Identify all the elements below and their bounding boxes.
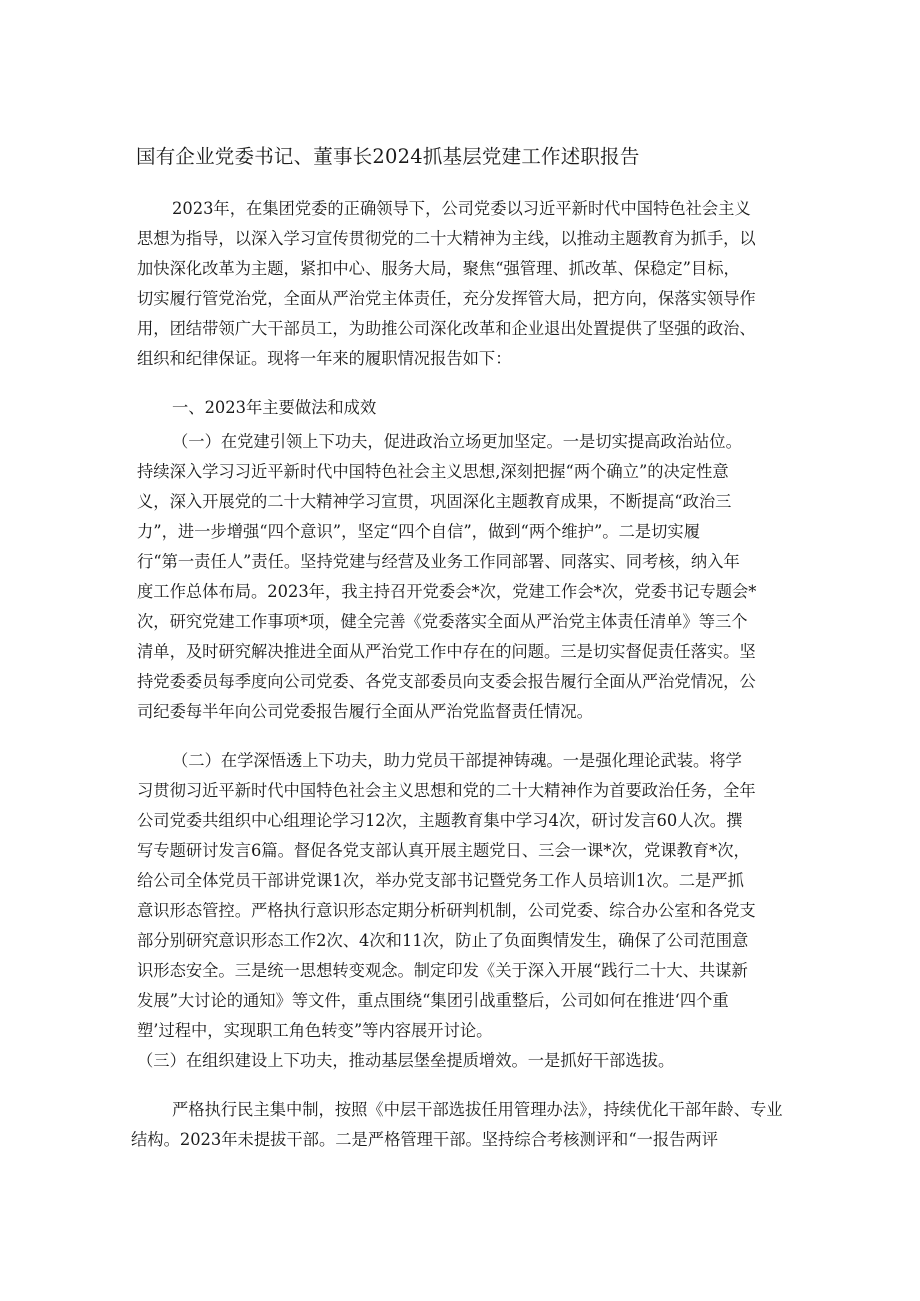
document-title: 国有企业党委书记、董事长2024抓基层党建工作述职报告 [136, 145, 640, 168]
paragraph-line: 写专题研讨发言6篇。督促各党支部认真开展主题党日、三会一课*次，党课教育*次， [137, 841, 750, 860]
paragraph-line: 部分别研究意识形态工作2次、4次和11次，防止了负面舆情发生，确保了公司范围意 [137, 931, 749, 950]
paragraph-line: 严格执行民主集中制，按照《中层干部选拔任用管理办法》，持续优化干部年龄、专业 [172, 1100, 783, 1119]
paragraph-line: 塑’过程中，实现职工角色转变”等内容展开讨论。 [137, 1021, 493, 1040]
paragraph-line: 用，团结带领广大干部员工，为助推公司深化改革和企业退出处置提供了坚强的政治、 [137, 319, 756, 338]
paragraph-line: （三）在组织建设上下功夫，推动基层堡垒提质增效。一是抓好干部选拔。 [137, 1051, 675, 1070]
paragraph-line: 义，深入开展党的二十大精神学习宣贯，巩固深化主题教育成果，不断提高“政治三 [137, 492, 732, 511]
paragraph-line: 清单，及时研究解决推进全面从严治党工作中存在的问题。三是切实督促责任落实。坚 [137, 642, 756, 661]
paragraph-line: 持党委委员每季度向公司党委、各党支部委员向支委会报告履行全面从严治党情况，公 [137, 672, 756, 691]
paragraph-line: 给公司全体党员干部讲党课1次，举办党支部书记暨党务工作人员培训1次。二是严抓 [137, 871, 744, 890]
paragraph-line: （二）在学深悟透上下功夫，助力党员干部提神铸魂。一是强化理论武装。将学 [172, 751, 742, 770]
paragraph-line: 力”，进一步增强“四个意识”，坚定“四个自信”，做到“两个维护”。二是切实履 [137, 522, 700, 541]
paragraph-line: 发展”大讨论的通知》等文件，重点围绕“集团引战重整后，公司如何在推进‘四个重 [137, 991, 729, 1010]
paragraph-line: 公司党委共组织中心组理论学习12次，主题教育集中学习4次，研讨发言60人次。撰 [137, 811, 743, 830]
paragraph-line: 结构。2023年未提拔干部。二是严格管理干部。坚持综合考核测评和“一报告两评 [131, 1130, 719, 1149]
paragraph-line: （一）在党建引领上下功夫，促进政治立场更加坚定。一是切实提高政治站位。 [172, 432, 742, 451]
paragraph-line: 度工作总体布局。2023年，我主持召开党委会*次，党建工作会*次，党委书记专题会* [137, 582, 757, 601]
paragraph-line: 持续深入学习习近平新时代中国特色社会主义思想,深刻把握“两个确立”的决定性意 [137, 462, 729, 481]
paragraph-line: 切实履行管党治党，全面从严治党主体责任，充分发挥管大局，把方向，保落实领导作 [137, 289, 756, 308]
paragraph-line: 组织和纪律保证。现将一年来的履职情况报告如下： [137, 349, 512, 368]
paragraph-line: 2023年，在集团党委的正确领导下，公司党委以习近平新时代中国特色社会主义 [172, 199, 751, 218]
paragraph-line: 思想为指导，以深入学习宣传贯彻党的二十大精神为主线，以推动主题教育为抓手，以 [137, 229, 756, 248]
paragraph-line: 次，研究党建工作事项*项，健全完善《党委落实全面从严治党主体责任清单》等三个 [137, 612, 748, 631]
paragraph-line: 加快深化改革为主题，紧扣中心、服务大局，聚焦“强管理、抓改革、保稳定”目标， [137, 259, 740, 278]
paragraph-line: 意识形态管控。严格执行意识形态定期分析研判机制，公司党委、综合办公室和各党支 [137, 901, 756, 920]
paragraph-line: 行“第一责任人”责任。坚持党建与经营及业务工作同部署、同落实、同考核，纳入年 [137, 552, 740, 571]
paragraph-line: 识形态安全。三是统一思想转变观念。制定印发《关于深入开展“践行二十大、共谋新 [137, 961, 748, 980]
paragraph-line: 司纪委每半年向公司党委报告履行全面从严治党监督责任情况。 [137, 702, 593, 721]
paragraph-line: 习贯彻习近平新时代中国特色社会主义思想和党的二十大精神作为首要政治任务，全年 [137, 781, 756, 800]
section-heading: 一、2023年主要做法和成效 [172, 398, 377, 417]
